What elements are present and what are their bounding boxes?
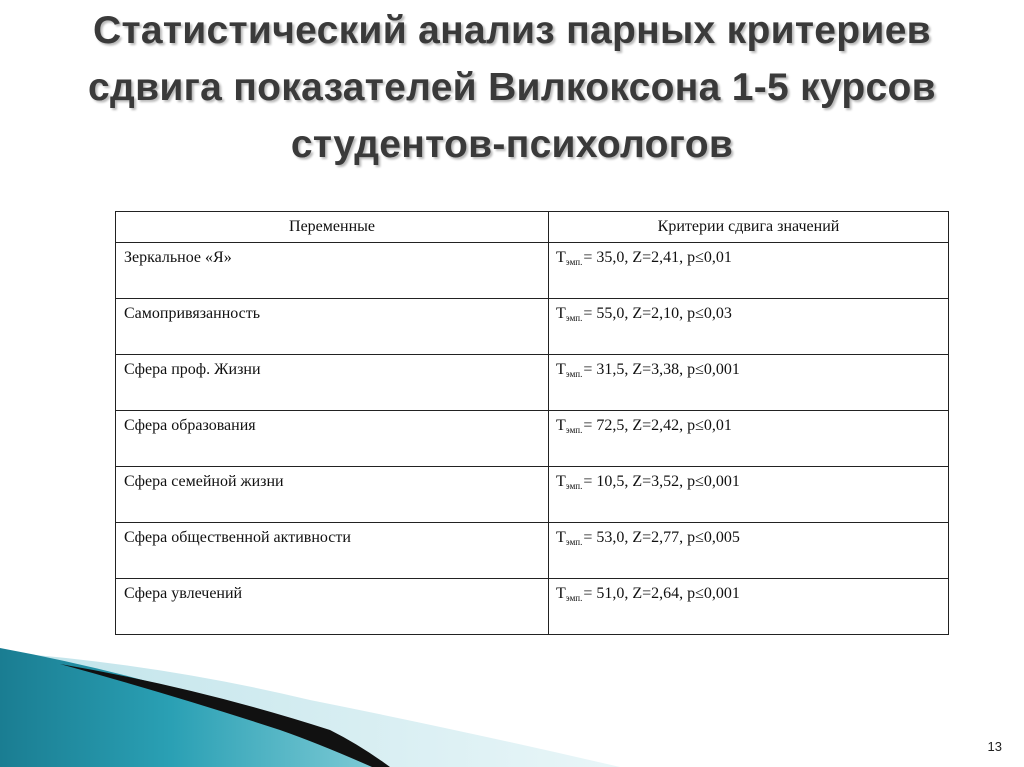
- t-subscript: эмп.: [565, 481, 583, 491]
- header-criteria: Критерии сдвига значений: [549, 212, 949, 243]
- t-subscript: эмп.: [565, 593, 583, 603]
- t-subscript: эмп.: [565, 257, 583, 267]
- t-symbol: T: [556, 529, 566, 546]
- variable-cell: Самопривязанность: [116, 299, 549, 355]
- variable-cell: Зеркальное «Я»: [116, 243, 549, 299]
- variable-cell: Сфера образования: [116, 411, 549, 467]
- title-line-1: Статистический анализ парных критериев: [93, 9, 931, 52]
- criteria-value: = 35,0, Z=2,41, p≤0,01: [583, 249, 732, 266]
- t-symbol: T: [556, 305, 566, 322]
- t-symbol: T: [556, 361, 566, 378]
- criteria-value: = 51,0, Z=2,64, p≤0,001: [583, 585, 740, 602]
- t-subscript: эмп.: [565, 537, 583, 547]
- variable-cell: Сфера увлечений: [116, 579, 549, 635]
- t-subscript: эмп.: [565, 425, 583, 435]
- criteria-value: = 10,5, Z=3,52, p≤0,001: [583, 473, 740, 490]
- header-variables: Переменные: [116, 212, 549, 243]
- t-symbol: T: [556, 417, 566, 434]
- criteria-value: = 31,5, Z=3,38, p≤0,001: [583, 361, 740, 378]
- variable-cell: Сфера проф. Жизни: [116, 355, 549, 411]
- t-subscript: эмп.: [565, 313, 583, 323]
- page-number: 13: [987, 739, 1002, 754]
- criteria-value: = 53,0, Z=2,77, p≤0,005: [583, 529, 740, 546]
- t-symbol: T: [556, 473, 566, 490]
- title-line-3: студентов-психологов: [290, 123, 734, 166]
- criteria-value: = 55,0, Z=2,10, p≤0,03: [583, 305, 732, 322]
- t-subscript: эмп.: [565, 369, 583, 379]
- t-symbol: T: [556, 249, 566, 266]
- t-symbol: T: [556, 585, 566, 602]
- variable-cell: Сфера семейной жизни: [116, 467, 549, 523]
- variable-cell: Сфера общественной активности: [116, 523, 549, 579]
- title-line-2: сдвига показателей Вилкоксона 1-5 курсов: [88, 66, 936, 109]
- criteria-value: = 72,5, Z=2,42, p≤0,01: [583, 417, 732, 434]
